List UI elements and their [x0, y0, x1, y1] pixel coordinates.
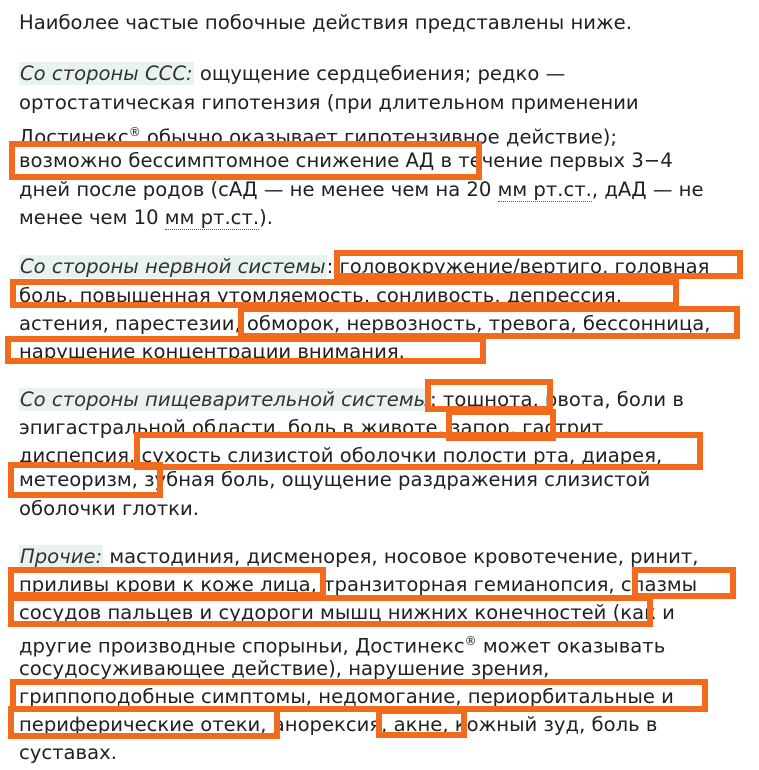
cvs-line-4: возможно бессимптомное снижение АД в течение первых 3−4 — [19, 149, 673, 172]
digestive-heading: Со стороны пищеварительной системы — [20, 388, 430, 411]
intro-line: Наиболее частые побочные действия представлены ниже. — [19, 11, 632, 34]
digestive-line-5: оболочки глотки. — [19, 497, 199, 520]
nervous-line-3: астения, парестезии, обморок, нервозность, тревога, бессонница, — [19, 312, 711, 335]
nervous-text-1: : головокружение/вертиго, головная — [326, 255, 710, 278]
other-heading: Прочие: — [20, 545, 103, 568]
digestive-line-2: эпигастральной области, боль в животе, запор, гастрит, — [19, 416, 610, 439]
other-text-4a: другие производные спорыньи, Достинекс — [19, 634, 465, 658]
registered-mark: ® — [464, 634, 477, 648]
cvs-drug-name: Достинекс — [19, 125, 129, 149]
cvs-text-5c: , дАД — не — [591, 178, 704, 201]
cvs-text-6a: менее чем 10 — [19, 206, 165, 229]
cvs-line-6 — [19, 204, 273, 232]
nervous-line-2: боль, повышенная утомляемость, сонливость, депрессия, — [19, 284, 622, 307]
other-line-5: сосудосуживающее действие), нарушение зрения, — [19, 657, 550, 680]
other-line-1 — [19, 543, 699, 571]
cvs-text-5a: дней после родов (сАД — не менее чем на 20 — [19, 178, 498, 201]
cvs-line-1 — [19, 60, 565, 88]
nervous-heading: Со стороны нервной системы — [20, 255, 326, 278]
nervous-line-4: нарушение концентрации внимания. — [19, 340, 405, 363]
cvs-line-2: ортостатическая гипотензия (при длительном применении — [19, 91, 639, 114]
registered-mark: ® — [128, 125, 141, 139]
other-text-4b: может оказывать — [476, 634, 666, 658]
cvs-text-1: ощущение сердцебиения; редко — — [193, 62, 566, 85]
other-line-6: гриппоподобные симптомы, недомогание, периорбитальные и — [19, 685, 674, 708]
other-line-8: суставах. — [19, 741, 117, 764]
cvs-text-6c: ). — [259, 206, 273, 229]
nervous-line-1 — [19, 253, 709, 281]
other-line-7: периферические отеки, анорексия, акне, кожный зуд, боль в — [19, 713, 658, 736]
other-line-3: сосудов пальцев и судороги мышц нижних конечностей (как и — [19, 601, 675, 624]
digestive-line-1 — [19, 386, 684, 414]
digestive-line-3: диспепсия, сухость слизистой оболочки полости рта, диарея, — [19, 444, 663, 467]
digestive-line-4: метеоризм, зубная боль, ощущение раздражения слизистой — [19, 468, 651, 491]
digestive-text-1: : тошнота, рвота, боли в — [430, 388, 684, 411]
cvs-line-5 — [19, 176, 704, 204]
cvs-heading: Со стороны ССС: — [20, 62, 193, 85]
unit-mmhg-link[interactable]: мм рт.ст. — [164, 206, 260, 229]
cvs-text-3: обычно оказывает гипотензивное действие); — [140, 125, 618, 149]
other-line-2: приливы крови к коже лица, транзиторная гемианопсия, спазмы — [19, 573, 698, 596]
other-text-1: мастодиния, дисменорея, носовое кровотечение, ринит, — [103, 545, 699, 568]
unit-mmhg-link[interactable]: мм рт.ст. — [497, 178, 592, 201]
